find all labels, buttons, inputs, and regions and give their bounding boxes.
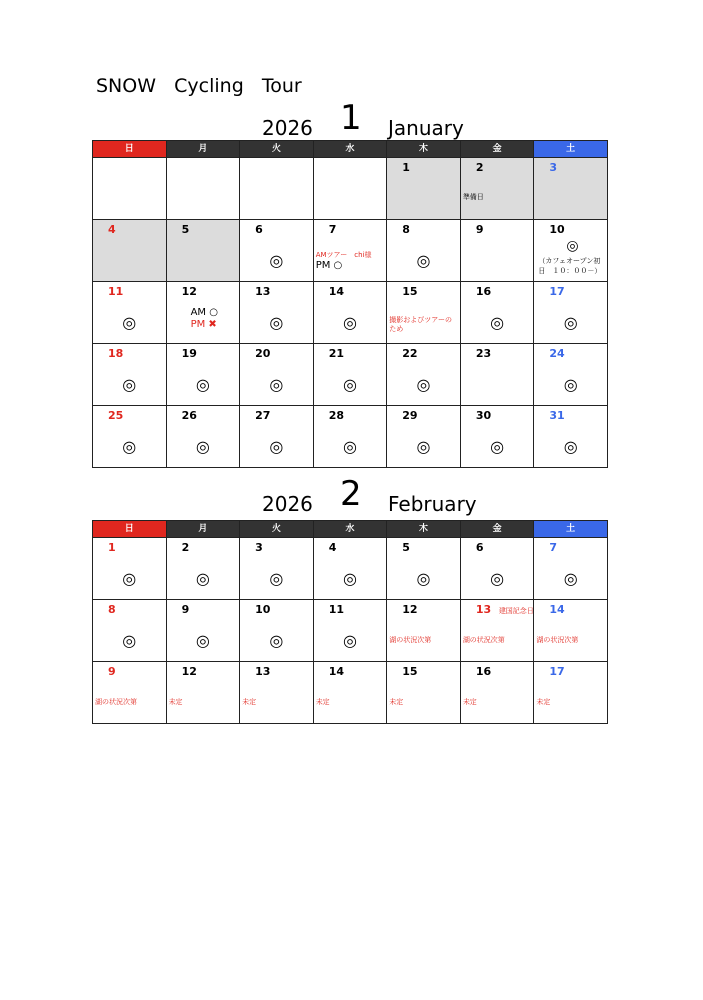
day-cell (240, 538, 314, 600)
day-number: 4 (328, 541, 337, 554)
day-cell (387, 158, 461, 220)
availability-mark: ◎ (269, 313, 284, 332)
day-number: 30 (475, 409, 492, 422)
day-cell (93, 344, 167, 406)
day-number: 28 (328, 409, 344, 422)
day-cell (166, 282, 240, 344)
day-cell (93, 158, 167, 220)
day-number: 15 (402, 665, 418, 678)
day-number: 5 (181, 223, 190, 236)
weekday-header: 月 (166, 141, 240, 158)
week-row (93, 600, 608, 662)
day-note: AM ○ (190, 307, 218, 318)
day-cell (93, 538, 167, 600)
availability-mark: ◎ (269, 375, 284, 394)
day-number: 7 (549, 541, 558, 554)
day-cell (387, 406, 461, 468)
day-note: 未定 (168, 698, 183, 706)
day-cell (166, 662, 240, 724)
day-number: 20 (255, 347, 271, 360)
day-cell (534, 406, 608, 468)
day-number: 18 (108, 347, 124, 360)
weekday-header: 水 (313, 521, 387, 538)
week-row (93, 662, 608, 724)
day-cell (93, 600, 167, 662)
day-note: 未定 (536, 698, 551, 706)
day-cell (240, 282, 314, 344)
day-cell (387, 538, 461, 600)
day-number: 11 (328, 603, 344, 616)
day-cell (313, 600, 387, 662)
day-cell (313, 406, 387, 468)
day-cell (313, 662, 387, 724)
day-number: 7 (328, 223, 337, 236)
day-cell (240, 344, 314, 406)
calendar-january (92, 140, 608, 468)
month-number: 2 (340, 474, 362, 514)
day-number: 8 (108, 603, 116, 616)
day-cell (313, 220, 387, 282)
day-number: 10 (549, 223, 565, 236)
day-cell (240, 406, 314, 468)
day-cell (166, 344, 240, 406)
day-cell (387, 662, 461, 724)
day-number: 13 (255, 285, 271, 298)
day-number: 6 (255, 223, 263, 236)
day-note: 未定 (462, 698, 477, 706)
day-number: 23 (475, 347, 492, 360)
day-cell (460, 662, 534, 724)
day-number: 13 (255, 665, 271, 678)
weekday-header: 日 (93, 141, 167, 158)
day-note: 湖の状況次第 (536, 636, 579, 644)
weekday-header: 火 (240, 521, 314, 538)
day-note: 準備日 (462, 193, 484, 201)
day-number: 12 (181, 285, 197, 298)
day-number: 16 (475, 665, 492, 678)
day-cell (534, 220, 608, 282)
day-number: 13 (475, 603, 492, 616)
day-note: 建国記念日 (498, 607, 534, 615)
availability-mark: ◎ (122, 437, 137, 456)
day-cell (387, 282, 461, 344)
day-note: ◎ (566, 238, 579, 254)
day-number: 9 (475, 223, 484, 236)
day-note: 撮影およびツアーの (389, 316, 453, 324)
availability-mark: ◎ (269, 569, 284, 588)
availability-mark: ◎ (416, 437, 431, 456)
day-cell (387, 344, 461, 406)
availability-mark: ◎ (195, 437, 210, 456)
day-cell (166, 158, 240, 220)
availability-mark: ◎ (563, 313, 578, 332)
day-number: 1 (402, 161, 410, 174)
weekday-header: 水 (313, 141, 387, 158)
availability-mark: ◎ (269, 631, 284, 650)
weekday-header: 木 (387, 521, 461, 538)
day-number: 4 (108, 223, 116, 236)
availability-mark: ◎ (195, 631, 210, 650)
day-number: 16 (475, 285, 492, 298)
day-note: ため (389, 325, 404, 333)
availability-mark: ◎ (342, 631, 357, 650)
day-note: 未定 (389, 698, 404, 706)
day-number: 8 (402, 223, 410, 236)
day-number: 10 (255, 603, 271, 616)
day-number: 14 (549, 603, 565, 616)
week-row (93, 406, 608, 468)
weekday-header: 日 (93, 521, 167, 538)
day-cell (313, 538, 387, 600)
year-label: 2026 (262, 492, 313, 516)
day-cell (166, 220, 240, 282)
day-cell (460, 538, 534, 600)
day-number: 5 (402, 541, 410, 554)
day-number: 2 (181, 541, 190, 554)
availability-mark: ◎ (269, 437, 284, 456)
day-cell (93, 282, 167, 344)
availability-mark: ◎ (342, 313, 357, 332)
week-row (93, 158, 608, 220)
day-number: 17 (549, 665, 565, 678)
day-cell (166, 406, 240, 468)
availability-mark: ◎ (416, 375, 431, 394)
day-number: 17 (549, 285, 565, 298)
day-cell (313, 344, 387, 406)
week-row (93, 538, 608, 600)
week-row (93, 282, 608, 344)
day-cell (460, 158, 534, 220)
availability-mark: ◎ (342, 375, 357, 394)
availability-mark: ◎ (490, 437, 505, 456)
day-number: 3 (549, 161, 558, 174)
day-cell (387, 600, 461, 662)
availability-mark: ◎ (416, 251, 431, 270)
availability-mark: ◎ (563, 569, 578, 588)
day-number: 21 (328, 347, 344, 360)
month-header-february (0, 474, 703, 520)
day-number: 24 (549, 347, 565, 360)
day-cell (166, 538, 240, 600)
day-note: AMツアー chi様 (315, 251, 372, 259)
day-cell (534, 662, 608, 724)
day-cell (460, 600, 534, 662)
day-note: PM ○ (315, 260, 343, 271)
day-cell (93, 662, 167, 724)
day-cell (313, 282, 387, 344)
day-number: 19 (181, 347, 197, 360)
day-cell (240, 662, 314, 724)
weekday-header-row (93, 521, 608, 538)
day-number: 26 (181, 409, 197, 422)
day-note: 日 １０：００－） (538, 267, 602, 275)
weekday-header: 木 (387, 141, 461, 158)
day-number: 12 (181, 665, 197, 678)
day-number: 22 (402, 347, 418, 360)
day-number: 15 (402, 285, 418, 298)
week-row (93, 220, 608, 282)
day-number: 9 (181, 603, 190, 616)
month-name: February (388, 492, 477, 516)
day-cell (460, 406, 534, 468)
day-number: 27 (255, 409, 271, 422)
day-number: 1 (108, 541, 116, 554)
weekday-header: 金 (460, 521, 534, 538)
availability-mark: ◎ (490, 313, 505, 332)
availability-mark: ◎ (269, 251, 284, 270)
day-cell (460, 220, 534, 282)
availability-mark: ◎ (563, 437, 578, 456)
day-number: 12 (402, 603, 418, 616)
day-cell (534, 282, 608, 344)
week-row (93, 344, 608, 406)
day-cell (93, 220, 167, 282)
availability-mark: ◎ (342, 437, 357, 456)
day-number: 2 (475, 161, 484, 174)
availability-mark: ◎ (416, 569, 431, 588)
day-cell (534, 600, 608, 662)
availability-mark: ◎ (195, 375, 210, 394)
day-cell (313, 158, 387, 220)
day-note: PM ✖ (190, 319, 217, 330)
day-cell (460, 344, 534, 406)
availability-mark: ◎ (342, 569, 357, 588)
day-note: 湖の状況次第 (389, 636, 432, 644)
weekday-header: 金 (460, 141, 534, 158)
availability-mark: ◎ (122, 375, 137, 394)
day-number: 14 (328, 665, 344, 678)
month-header-january (0, 98, 703, 144)
day-number: 3 (255, 541, 263, 554)
weekday-header: 土 (534, 141, 608, 158)
availability-mark: ◎ (122, 569, 137, 588)
day-number: 6 (475, 541, 484, 554)
day-note: 湖の状況次第 (95, 698, 137, 706)
page-title: SNOW Cycling Tour (96, 75, 302, 97)
availability-mark: ◎ (195, 569, 210, 588)
day-note: 湖の状況次第 (462, 636, 505, 644)
year-label: 2026 (262, 116, 313, 140)
day-number: 31 (549, 409, 565, 422)
day-cell (534, 158, 608, 220)
calendar-february (92, 520, 608, 724)
day-cell (460, 282, 534, 344)
availability-mark: ◎ (563, 375, 578, 394)
weekday-header: 土 (534, 521, 608, 538)
day-cell (240, 600, 314, 662)
availability-mark: ◎ (490, 569, 505, 588)
day-note: 未定 (315, 698, 330, 706)
weekday-header: 火 (240, 141, 314, 158)
day-cell (240, 220, 314, 282)
day-number: 29 (402, 409, 418, 422)
day-cell (387, 220, 461, 282)
availability-mark: ◎ (122, 631, 137, 650)
day-number: 9 (108, 665, 116, 678)
weekday-header: 月 (166, 521, 240, 538)
day-cell (534, 344, 608, 406)
day-cell (166, 600, 240, 662)
day-note: （カフェオープン初 (538, 257, 601, 265)
day-cell (534, 538, 608, 600)
availability-mark: ◎ (122, 313, 137, 332)
day-cell (93, 406, 167, 468)
day-number: 14 (328, 285, 344, 298)
weekday-header-row (93, 141, 608, 158)
day-cell (240, 158, 314, 220)
month-name: January (388, 116, 464, 140)
month-number: 1 (340, 98, 362, 138)
day-note: 未定 (242, 698, 257, 706)
day-number: 11 (108, 285, 124, 298)
day-number: 25 (108, 409, 124, 422)
